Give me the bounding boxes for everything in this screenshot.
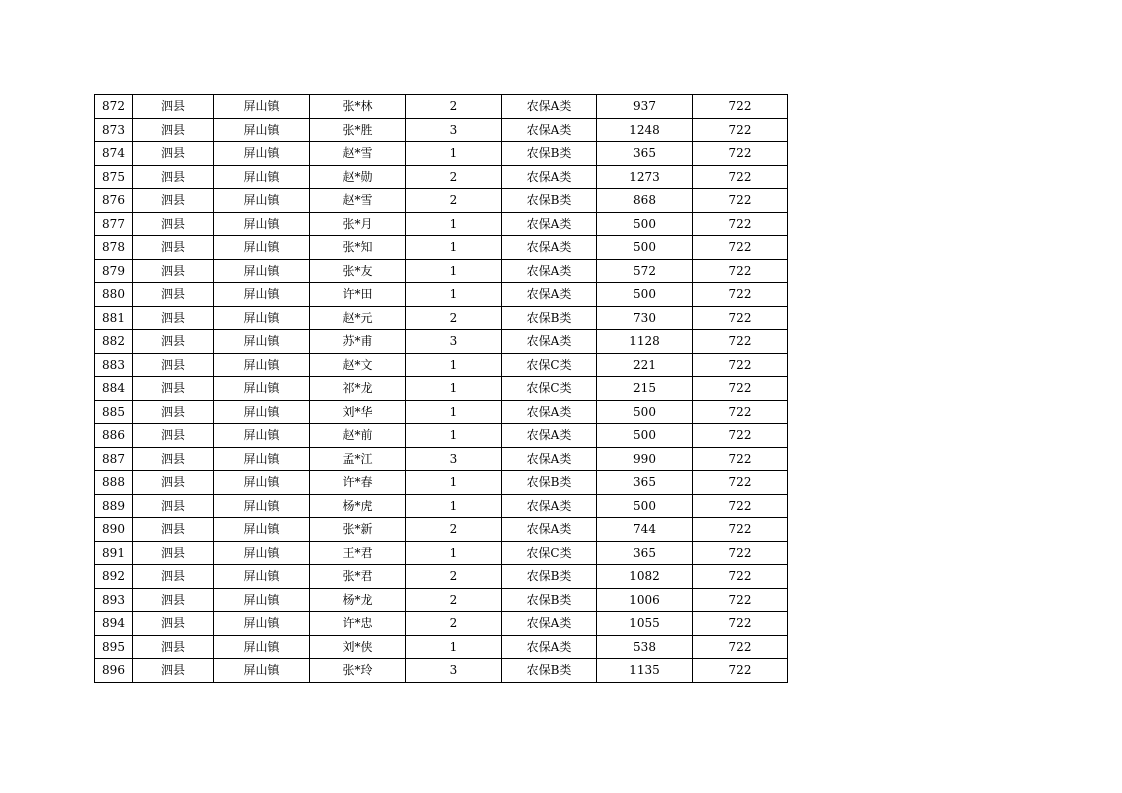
county-cell: 泗县 (133, 471, 214, 495)
name-cell: 许*田 (310, 283, 406, 307)
amount-cell: 365 (597, 471, 693, 495)
amount-cell: 1128 (597, 330, 693, 354)
row-number-cell: 886 (95, 424, 133, 448)
household-size-cell: 1 (406, 635, 502, 659)
standard-cell: 722 (693, 353, 788, 377)
amount-cell: 500 (597, 236, 693, 260)
insurance-category-cell: 农保A类 (502, 424, 597, 448)
insurance-category-cell: 农保A类 (502, 518, 597, 542)
county-cell: 泗县 (133, 424, 214, 448)
amount-cell: 1055 (597, 612, 693, 636)
standard-cell: 722 (693, 471, 788, 495)
row-number-cell: 890 (95, 518, 133, 542)
table-row (95, 330, 788, 354)
insurance-category-cell: 农保A类 (502, 400, 597, 424)
county-cell: 泗县 (133, 518, 214, 542)
row-number-cell: 878 (95, 236, 133, 260)
row-number-cell: 879 (95, 259, 133, 283)
standard-cell: 722 (693, 212, 788, 236)
town-cell: 屏山镇 (214, 494, 310, 518)
household-size-cell: 3 (406, 118, 502, 142)
insurance-category-cell: 农保B类 (502, 588, 597, 612)
standard-cell: 722 (693, 330, 788, 354)
household-size-cell: 1 (406, 424, 502, 448)
name-cell: 张*玲 (310, 659, 406, 683)
county-cell: 泗县 (133, 659, 214, 683)
name-cell: 张*知 (310, 236, 406, 260)
amount-cell: 221 (597, 353, 693, 377)
county-cell: 泗县 (133, 95, 214, 119)
town-cell: 屏山镇 (214, 424, 310, 448)
amount-cell: 744 (597, 518, 693, 542)
row-number-cell: 884 (95, 377, 133, 401)
insurance-category-cell: 农保A类 (502, 283, 597, 307)
amount-cell: 215 (597, 377, 693, 401)
county-cell: 泗县 (133, 377, 214, 401)
row-number-cell: 895 (95, 635, 133, 659)
standard-cell: 722 (693, 518, 788, 542)
name-cell: 刘*侠 (310, 635, 406, 659)
amount-cell: 868 (597, 189, 693, 213)
table-row (95, 659, 788, 683)
town-cell: 屏山镇 (214, 447, 310, 471)
insurance-category-cell: 农保A类 (502, 236, 597, 260)
standard-cell: 722 (693, 283, 788, 307)
household-size-cell: 1 (406, 471, 502, 495)
data-table (94, 94, 788, 683)
insurance-category-cell: 农保A类 (502, 494, 597, 518)
county-cell: 泗县 (133, 189, 214, 213)
household-size-cell: 1 (406, 142, 502, 166)
amount-cell: 1135 (597, 659, 693, 683)
town-cell: 屏山镇 (214, 612, 310, 636)
standard-cell: 722 (693, 259, 788, 283)
household-size-cell: 2 (406, 565, 502, 589)
county-cell: 泗县 (133, 306, 214, 330)
household-size-cell: 3 (406, 330, 502, 354)
household-size-cell: 1 (406, 377, 502, 401)
household-size-cell: 1 (406, 353, 502, 377)
insurance-category-cell: 农保A类 (502, 212, 597, 236)
household-size-cell: 1 (406, 259, 502, 283)
row-number-cell: 873 (95, 118, 133, 142)
town-cell: 屏山镇 (214, 95, 310, 119)
amount-cell: 365 (597, 142, 693, 166)
insurance-category-cell: 农保A类 (502, 330, 597, 354)
town-cell: 屏山镇 (214, 400, 310, 424)
insurance-category-cell: 农保B类 (502, 471, 597, 495)
name-cell: 王*君 (310, 541, 406, 565)
name-cell: 刘*华 (310, 400, 406, 424)
row-number-cell: 896 (95, 659, 133, 683)
insurance-category-cell: 农保B类 (502, 565, 597, 589)
name-cell: 祁*龙 (310, 377, 406, 401)
amount-cell: 1248 (597, 118, 693, 142)
name-cell: 张*君 (310, 565, 406, 589)
table-row (95, 259, 788, 283)
standard-cell: 722 (693, 95, 788, 119)
name-cell: 赵*文 (310, 353, 406, 377)
county-cell: 泗县 (133, 353, 214, 377)
standard-cell: 722 (693, 494, 788, 518)
town-cell: 屏山镇 (214, 118, 310, 142)
table-row (95, 165, 788, 189)
county-cell: 泗县 (133, 212, 214, 236)
insurance-category-cell: 农保A类 (502, 612, 597, 636)
town-cell: 屏山镇 (214, 471, 310, 495)
row-number-cell: 888 (95, 471, 133, 495)
name-cell: 张*月 (310, 212, 406, 236)
town-cell: 屏山镇 (214, 283, 310, 307)
household-size-cell: 2 (406, 588, 502, 612)
household-size-cell: 2 (406, 189, 502, 213)
household-size-cell: 1 (406, 212, 502, 236)
row-number-cell: 883 (95, 353, 133, 377)
row-number-cell: 872 (95, 95, 133, 119)
amount-cell: 1273 (597, 165, 693, 189)
amount-cell: 500 (597, 212, 693, 236)
standard-cell: 722 (693, 541, 788, 565)
name-cell: 赵*元 (310, 306, 406, 330)
standard-cell: 722 (693, 165, 788, 189)
table-row (95, 518, 788, 542)
amount-cell: 1006 (597, 588, 693, 612)
amount-cell: 500 (597, 494, 693, 518)
insurance-category-cell: 农保A类 (502, 95, 597, 119)
amount-cell: 1082 (597, 565, 693, 589)
insurance-category-cell: 农保A类 (502, 635, 597, 659)
town-cell: 屏山镇 (214, 588, 310, 612)
town-cell: 屏山镇 (214, 541, 310, 565)
insurance-category-cell: 农保A类 (502, 165, 597, 189)
county-cell: 泗县 (133, 612, 214, 636)
town-cell: 屏山镇 (214, 189, 310, 213)
table-row (95, 471, 788, 495)
table-row (95, 494, 788, 518)
county-cell: 泗县 (133, 565, 214, 589)
row-number-cell: 891 (95, 541, 133, 565)
standard-cell: 722 (693, 447, 788, 471)
standard-cell: 722 (693, 565, 788, 589)
table-row (95, 447, 788, 471)
county-cell: 泗县 (133, 330, 214, 354)
name-cell: 张*林 (310, 95, 406, 119)
town-cell: 屏山镇 (214, 377, 310, 401)
town-cell: 屏山镇 (214, 330, 310, 354)
row-number-cell: 892 (95, 565, 133, 589)
household-size-cell: 1 (406, 236, 502, 260)
name-cell: 杨*龙 (310, 588, 406, 612)
name-cell: 张*胜 (310, 118, 406, 142)
town-cell: 屏山镇 (214, 236, 310, 260)
county-cell: 泗县 (133, 447, 214, 471)
standard-cell: 722 (693, 306, 788, 330)
standard-cell: 722 (693, 377, 788, 401)
name-cell: 赵*雪 (310, 142, 406, 166)
table-row (95, 118, 788, 142)
amount-cell: 538 (597, 635, 693, 659)
town-cell: 屏山镇 (214, 212, 310, 236)
town-cell: 屏山镇 (214, 142, 310, 166)
household-size-cell: 2 (406, 612, 502, 636)
name-cell: 张*新 (310, 518, 406, 542)
standard-cell: 722 (693, 612, 788, 636)
name-cell: 苏*甫 (310, 330, 406, 354)
amount-cell: 500 (597, 400, 693, 424)
name-cell: 杨*虎 (310, 494, 406, 518)
name-cell: 赵*雪 (310, 189, 406, 213)
county-cell: 泗县 (133, 118, 214, 142)
insurance-category-cell: 农保B类 (502, 659, 597, 683)
insurance-category-cell: 农保C类 (502, 541, 597, 565)
table-row (95, 635, 788, 659)
household-size-cell: 2 (406, 95, 502, 119)
name-cell: 张*友 (310, 259, 406, 283)
insurance-category-cell: 农保C类 (502, 353, 597, 377)
standard-cell: 722 (693, 635, 788, 659)
name-cell: 赵*勋 (310, 165, 406, 189)
household-size-cell: 3 (406, 447, 502, 471)
row-number-cell: 877 (95, 212, 133, 236)
name-cell: 许*春 (310, 471, 406, 495)
row-number-cell: 881 (95, 306, 133, 330)
table-row (95, 283, 788, 307)
table-row (95, 189, 788, 213)
row-number-cell: 880 (95, 283, 133, 307)
name-cell: 孟*江 (310, 447, 406, 471)
table-row (95, 95, 788, 119)
standard-cell: 722 (693, 142, 788, 166)
table-row (95, 541, 788, 565)
table-row (95, 236, 788, 260)
row-number-cell: 889 (95, 494, 133, 518)
table-row (95, 588, 788, 612)
row-number-cell: 874 (95, 142, 133, 166)
table-body (95, 95, 788, 683)
insurance-category-cell: 农保A类 (502, 259, 597, 283)
town-cell: 屏山镇 (214, 518, 310, 542)
county-cell: 泗县 (133, 236, 214, 260)
table-row (95, 306, 788, 330)
table-row (95, 212, 788, 236)
town-cell: 屏山镇 (214, 259, 310, 283)
standard-cell: 722 (693, 400, 788, 424)
county-cell: 泗县 (133, 142, 214, 166)
table-row (95, 353, 788, 377)
standard-cell: 722 (693, 588, 788, 612)
county-cell: 泗县 (133, 283, 214, 307)
town-cell: 屏山镇 (214, 353, 310, 377)
row-number-cell: 885 (95, 400, 133, 424)
amount-cell: 500 (597, 424, 693, 448)
county-cell: 泗县 (133, 635, 214, 659)
insurance-category-cell: 农保B类 (502, 142, 597, 166)
town-cell: 屏山镇 (214, 165, 310, 189)
amount-cell: 937 (597, 95, 693, 119)
standard-cell: 722 (693, 659, 788, 683)
table-row (95, 142, 788, 166)
row-number-cell: 876 (95, 189, 133, 213)
table-row (95, 424, 788, 448)
town-cell: 屏山镇 (214, 565, 310, 589)
household-size-cell: 1 (406, 283, 502, 307)
household-size-cell: 1 (406, 494, 502, 518)
standard-cell: 722 (693, 236, 788, 260)
insurance-category-cell: 农保A类 (502, 447, 597, 471)
county-cell: 泗县 (133, 400, 214, 424)
household-size-cell: 2 (406, 518, 502, 542)
table-row (95, 400, 788, 424)
standard-cell: 722 (693, 118, 788, 142)
town-cell: 屏山镇 (214, 659, 310, 683)
household-size-cell: 1 (406, 400, 502, 424)
household-size-cell: 3 (406, 659, 502, 683)
insurance-category-cell: 农保C类 (502, 377, 597, 401)
town-cell: 屏山镇 (214, 306, 310, 330)
row-number-cell: 894 (95, 612, 133, 636)
standard-cell: 722 (693, 424, 788, 448)
county-cell: 泗县 (133, 494, 214, 518)
amount-cell: 990 (597, 447, 693, 471)
row-number-cell: 887 (95, 447, 133, 471)
county-cell: 泗县 (133, 165, 214, 189)
table-row (95, 612, 788, 636)
county-cell: 泗县 (133, 588, 214, 612)
insurance-category-cell: 农保B类 (502, 306, 597, 330)
household-size-cell: 2 (406, 306, 502, 330)
insurance-category-cell: 农保A类 (502, 118, 597, 142)
county-cell: 泗县 (133, 541, 214, 565)
row-number-cell: 893 (95, 588, 133, 612)
amount-cell: 730 (597, 306, 693, 330)
household-size-cell: 1 (406, 541, 502, 565)
standard-cell: 722 (693, 189, 788, 213)
county-cell: 泗县 (133, 259, 214, 283)
household-size-cell: 2 (406, 165, 502, 189)
table-row (95, 377, 788, 401)
town-cell: 屏山镇 (214, 635, 310, 659)
row-number-cell: 875 (95, 165, 133, 189)
amount-cell: 572 (597, 259, 693, 283)
name-cell: 赵*前 (310, 424, 406, 448)
table-row (95, 565, 788, 589)
amount-cell: 500 (597, 283, 693, 307)
name-cell: 许*忠 (310, 612, 406, 636)
row-number-cell: 882 (95, 330, 133, 354)
insurance-category-cell: 农保B类 (502, 189, 597, 213)
amount-cell: 365 (597, 541, 693, 565)
